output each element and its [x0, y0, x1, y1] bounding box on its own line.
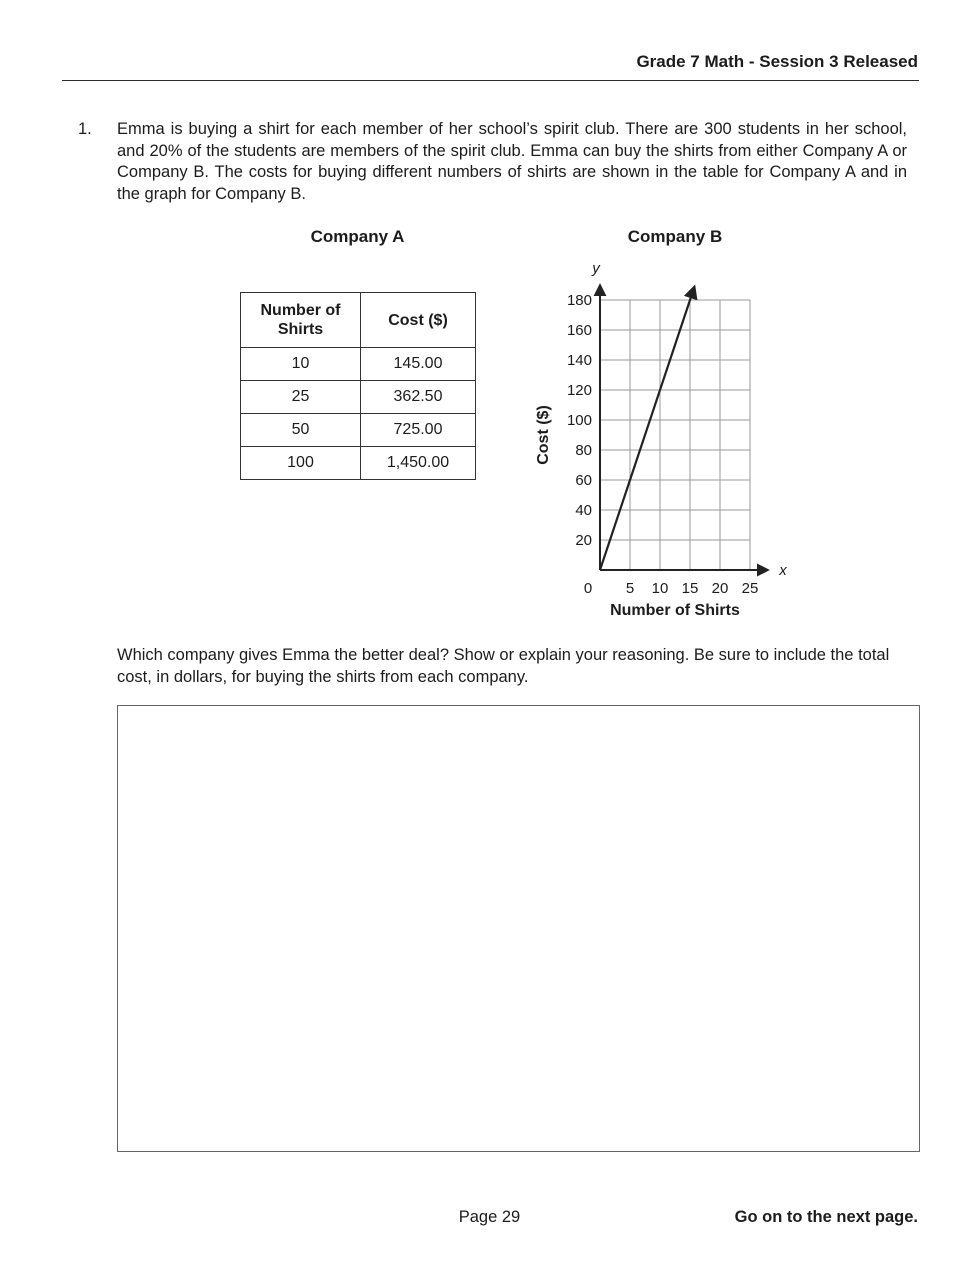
company-a-table: [240, 292, 476, 480]
page-title: Grade 7 Math - Session 3 Released: [636, 52, 918, 71]
y-tick-label: 60: [575, 472, 592, 489]
table-header-number-of-shirts: Number of Shirts: [241, 293, 361, 348]
question-prompt: Which company gives Emma the better deal? Show or explain your reasoning. Be sure to include the total cost, in dollars, for buying the shirts from each company.: [117, 646, 890, 686]
x-tick-label: 15: [681, 580, 699, 597]
table-cell-shirts: 50: [241, 414, 361, 447]
x-axis-title: Number of Shirts: [610, 602, 740, 619]
footer-page-number: Page 29: [458, 1208, 521, 1226]
table-header-row: [241, 293, 476, 348]
table-cell-cost: 725.00: [361, 414, 476, 447]
x-tick-label: 20: [711, 580, 729, 597]
x-tick-label: 0: [583, 580, 593, 597]
question-block: [78, 119, 910, 205]
answer-input-area[interactable]: [117, 705, 920, 1152]
x-axis-symbol: x: [779, 562, 787, 579]
table-cell-shirts: 10: [241, 348, 361, 381]
y-tick-label: 120: [566, 382, 592, 399]
header-divider: [62, 80, 919, 81]
table-row: [241, 381, 476, 414]
grid-lines: [600, 300, 750, 570]
x-tick-label: 10: [651, 580, 669, 597]
question-text: Emma is buying a shirt for each member of her school’s spirit club. There are 300 students in her school, and 20% of the students are members of the spirit club. Emma can buy the shirts from either Company A or Company B. The costs for buying different numbers of shirts are shown in the table for Company A and in the graph for Company B.: [117, 120, 907, 203]
company-b-data-line: [600, 289, 694, 570]
question-number: 1.: [78, 120, 92, 138]
y-tick-label: 80: [575, 442, 592, 459]
x-tick-label: 5: [625, 580, 635, 597]
y-tick-label: 140: [566, 352, 592, 369]
company-b-title: Company B: [627, 227, 723, 246]
table-cell-shirts: 25: [241, 381, 361, 414]
y-tick-label: 100: [566, 412, 592, 429]
footer-next-instruction: Go on to the next page.: [734, 1208, 918, 1226]
y-tick-label: 180: [566, 292, 592, 309]
table-cell-shirts: 100: [241, 447, 361, 480]
table-header-cost: Cost ($): [361, 293, 476, 348]
table-row: [241, 447, 476, 480]
table-cell-cost: 1,450.00: [361, 447, 476, 480]
y-tick-label: 160: [566, 322, 592, 339]
y-tick-label: 20: [575, 532, 592, 549]
table-row: [241, 348, 476, 381]
company-b-graph: [530, 225, 800, 623]
x-tick-label: 25: [741, 580, 759, 597]
company-a-title: Company A: [310, 227, 405, 246]
y-axis-title: Cost ($): [535, 405, 552, 465]
table-row: [241, 414, 476, 447]
table-cell-cost: 145.00: [361, 348, 476, 381]
y-axis-symbol: y: [592, 260, 600, 277]
table-cell-cost: 362.50: [361, 381, 476, 414]
y-tick-label: 40: [575, 502, 592, 519]
